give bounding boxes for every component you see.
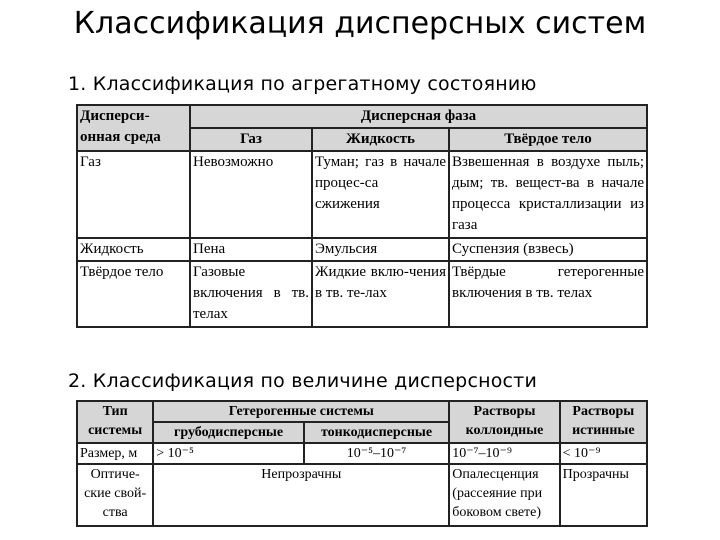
table1-medium-cell: Твёрдое тело xyxy=(77,261,190,327)
table1-medium-cell: Жидкость xyxy=(77,238,190,261)
table-cell: Пена xyxy=(190,238,312,261)
section-heading-aggregate-state: 1. Классификация по агрегатному состоянию xyxy=(68,73,537,95)
table-cell: Эмульсия xyxy=(312,238,449,261)
table-cell: Жидкие вклю-чения в тв. те-лах xyxy=(312,261,449,327)
table-row xyxy=(77,151,647,237)
table-row xyxy=(77,261,647,327)
table-cell: Туман; газ в начале процес-са сжижения xyxy=(312,151,449,237)
table2-colloid-header: Растворы коллоидные xyxy=(449,401,559,443)
table-row xyxy=(77,238,647,261)
section-heading-dispersity: 2. Классификация по величине дисперсности xyxy=(68,370,537,392)
table-row xyxy=(77,443,647,464)
table1-column-header: Жидкость xyxy=(312,128,449,151)
table2-heterogeneous-header: Гетерогенные системы xyxy=(153,401,449,422)
table-cell: Взвешенная в воздухе пыль; дым; тв. вещест-ва в начале процесса кристаллизации из газа xyxy=(449,151,647,237)
table-cell: < 10⁻⁹ xyxy=(560,443,647,464)
aggregate-state-table xyxy=(76,104,648,328)
table-cell: 10⁻⁷–10⁻⁹ xyxy=(449,443,559,464)
table2-optics-label: Оптиче- ские свой- ства xyxy=(77,464,153,526)
table-cell: Прозрачны xyxy=(560,464,647,526)
table2-size-label: Размер, м xyxy=(77,443,153,464)
table2-fine-header: тонкодисперсные xyxy=(304,422,450,443)
table1-corner-header: Дисперси- онная среда xyxy=(77,105,190,151)
table2-true-solutions-header: Растворы истинные xyxy=(560,401,647,443)
page-title: Классификация дисперсных систем xyxy=(73,6,647,41)
table-row xyxy=(77,464,647,526)
table-cell: Газовые включения в тв. телах xyxy=(190,261,312,327)
table-cell: Твёрдые гетерогенные включения в тв. телах xyxy=(449,261,647,327)
table-cell: Суспензия (взвесь) xyxy=(449,238,647,261)
table-cell: 10⁻⁵–10⁻⁷ xyxy=(304,443,450,464)
table1-column-header: Твёрдое тело xyxy=(449,128,647,151)
table-cell: Опалесценция (рассеяние при боковом свете) xyxy=(449,464,559,526)
table1-medium-cell: Газ xyxy=(77,151,190,237)
table-cell: Невозможно xyxy=(190,151,312,237)
table1-column-header: Газ xyxy=(190,128,312,151)
table2-corner-header: Тип системы xyxy=(77,401,153,443)
table2-coarse-header: грубодисперсные xyxy=(153,422,304,443)
table-cell: Непрозрачны xyxy=(153,464,449,526)
dispersity-table xyxy=(76,400,648,527)
table-cell: > 10⁻⁵ xyxy=(153,443,304,464)
table1-group-header: Дисперсная фаза xyxy=(190,105,647,128)
